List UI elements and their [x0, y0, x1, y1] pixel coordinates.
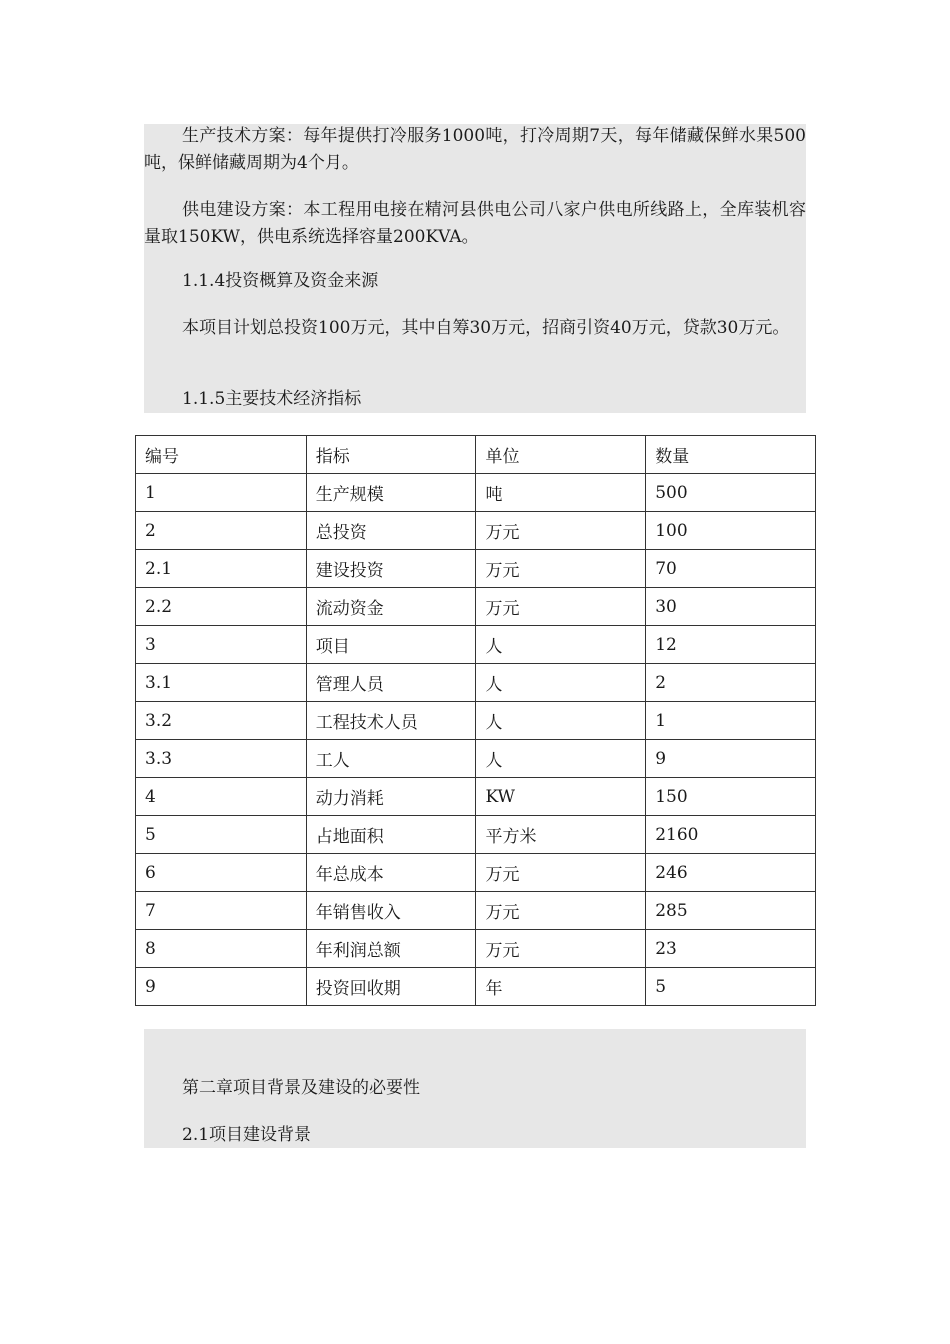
table-row [136, 930, 816, 968]
header-indicator: 指标 [306, 436, 476, 474]
cell-indicator: 工人 [306, 740, 476, 778]
table-row [136, 664, 816, 702]
cell-unit: 平方米 [476, 816, 646, 854]
cell-indicator: 年利润总额 [306, 930, 476, 968]
table-row [136, 968, 816, 1006]
cell-number: 3 [136, 626, 307, 664]
cell-indicator: 总投资 [306, 512, 476, 550]
cell-quantity: 2160 [646, 816, 816, 854]
cell-quantity: 285 [646, 892, 816, 930]
cell-number: 6 [136, 854, 307, 892]
table-row [136, 474, 816, 512]
cell-unit: 人 [476, 740, 646, 778]
cell-number: 1 [136, 474, 307, 512]
cell-indicator: 投资回收期 [306, 968, 476, 1006]
cell-quantity: 2 [646, 664, 816, 702]
cell-unit: 年 [476, 968, 646, 1006]
cell-quantity: 1 [646, 702, 816, 740]
cell-number: 8 [136, 930, 307, 968]
cell-unit: 人 [476, 664, 646, 702]
table-row [136, 626, 816, 664]
investment-paragraph: 本项目计划总投资100万元，其中自筹30万元，招商引资40万元，贷款30万元。 [182, 318, 790, 338]
cell-indicator: 工程技术人员 [306, 702, 476, 740]
cell-quantity: 150 [646, 778, 816, 816]
table-row [136, 892, 816, 930]
table-body [136, 474, 816, 1006]
table-row [136, 588, 816, 626]
table-row [136, 512, 816, 550]
cell-indicator: 占地面积 [306, 816, 476, 854]
cell-number: 2.2 [136, 588, 307, 626]
table-row [136, 778, 816, 816]
cell-number: 3.3 [136, 740, 307, 778]
table-row [136, 816, 816, 854]
cell-number: 2.1 [136, 550, 307, 588]
cell-unit: KW [476, 778, 646, 816]
cell-indicator: 生产规模 [306, 474, 476, 512]
cell-quantity: 12 [646, 626, 816, 664]
cell-indicator: 流动资金 [306, 588, 476, 626]
cell-number: 9 [136, 968, 307, 1006]
cell-indicator: 年销售收入 [306, 892, 476, 930]
header-quantity: 数量 [646, 436, 816, 474]
cell-number: 2 [136, 512, 307, 550]
cell-quantity: 500 [646, 474, 816, 512]
cell-number: 3.1 [136, 664, 307, 702]
cell-unit: 万元 [476, 854, 646, 892]
production-plan-paragraph: 生产技术方案：每年提供打冷服务1000吨，打冷周期7天，每年储藏保鲜水果500吨，保鲜储藏周期为4个月。 [144, 126, 806, 173]
cell-unit: 吨 [476, 474, 646, 512]
cell-number: 7 [136, 892, 307, 930]
header-number: 编号 [136, 436, 307, 474]
chapter-title: 第二章项目背景及建设的必要性 [182, 1078, 420, 1098]
cell-unit: 万元 [476, 588, 646, 626]
cell-unit: 万元 [476, 930, 646, 968]
cell-quantity: 246 [646, 854, 816, 892]
indicators-table [135, 435, 816, 1006]
cell-quantity: 23 [646, 930, 816, 968]
cell-unit: 万元 [476, 550, 646, 588]
table-row [136, 740, 816, 778]
cell-unit: 人 [476, 702, 646, 740]
cell-number: 5 [136, 816, 307, 854]
cell-number: 3.2 [136, 702, 307, 740]
cell-indicator: 动力消耗 [306, 778, 476, 816]
cell-quantity: 9 [646, 740, 816, 778]
investment-heading: 1.1.4投资概算及资金来源 [182, 271, 379, 291]
power-plan-paragraph: 供电建设方案：本工程用电接在精河县供电公司八家户供电所线路上，全库装机容量取150KW，供电系统选择容量200KVA。 [144, 200, 806, 247]
cell-quantity: 100 [646, 512, 816, 550]
cell-number: 4 [136, 778, 307, 816]
cell-indicator: 管理人员 [306, 664, 476, 702]
section-title: 2.1项目建设背景 [182, 1125, 312, 1145]
cell-unit: 万元 [476, 892, 646, 930]
cell-indicator: 项目 [306, 626, 476, 664]
cell-unit: 万元 [476, 512, 646, 550]
table-header-row [136, 436, 816, 474]
table-row [136, 702, 816, 740]
header-unit: 单位 [476, 436, 646, 474]
cell-quantity: 5 [646, 968, 816, 1006]
cell-indicator: 年总成本 [306, 854, 476, 892]
table-row [136, 550, 816, 588]
indicators-heading: 1.1.5主要技术经济指标 [182, 389, 362, 409]
cell-indicator: 建设投资 [306, 550, 476, 588]
table-row [136, 854, 816, 892]
cell-quantity: 70 [646, 550, 816, 588]
cell-unit: 人 [476, 626, 646, 664]
cell-quantity: 30 [646, 588, 816, 626]
